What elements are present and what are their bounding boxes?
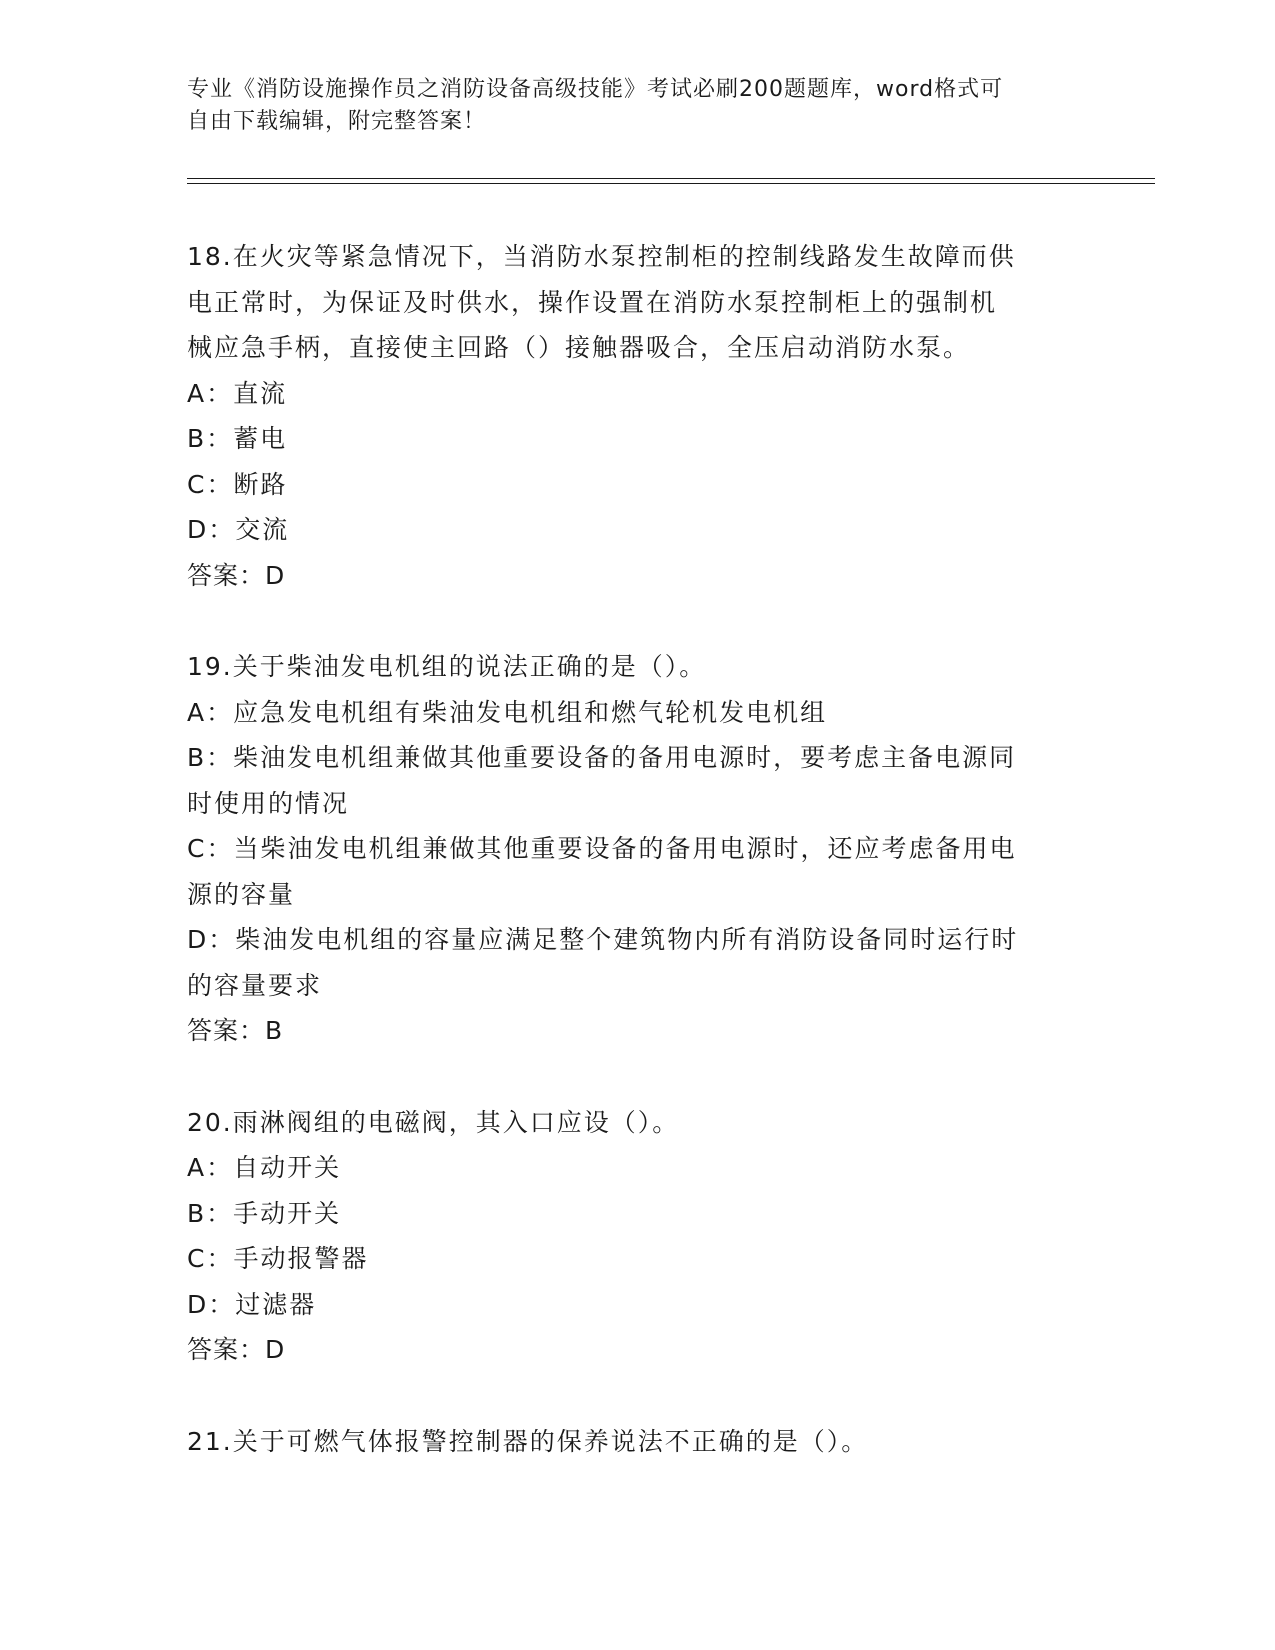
question-stem-line: 18.在火灾等紧急情况下，当消防水泵控制柜的控制线路发生故障而供 (187, 242, 1016, 271)
option-d: D：柴油发电机组的容量应满足整个建筑物内所有消防设备同时运行时 (187, 925, 1019, 954)
option-a: A：自动开关 (187, 1153, 342, 1182)
question-18 (187, 234, 1087, 598)
question-21 (187, 1419, 1087, 1465)
option-c: C：手动报警器 (187, 1244, 369, 1273)
answer-line: 答案：B (187, 1016, 284, 1045)
question-19 (187, 644, 1087, 1054)
option-c-continued: 源的容量 (187, 879, 296, 909)
option-b-continued: 时使用的情况 (187, 788, 350, 818)
question-stem-line: 20.雨淋阀组的电磁阀，其入口应设（）。 (187, 1107, 680, 1137)
question-stem-line: 械应急手柄，直接使主回路（）接触器吸合，全压启动消防水泵。 (187, 333, 971, 362)
option-c: C：断路 (187, 469, 288, 499)
option-d: D：交流 (187, 515, 290, 544)
document-header (187, 74, 1067, 138)
option-d-continued: 的容量要求 (187, 970, 323, 1000)
option-c: C：当柴油发电机组兼做其他重要设备的备用电源时，还应考虑备用电 (187, 834, 1017, 863)
header-line-1: 专业《消防设施操作员之消防设备高级技能》考试必刷200题题库，word格式可 (187, 77, 1004, 102)
question-20 (187, 1100, 1087, 1373)
option-b: B：柴油发电机组兼做其他重要设备的备用电源时，要考虑主备电源同 (187, 743, 1017, 772)
option-a: A：应急发电机组有柴油发电机组和燃气轮机发电机组 (187, 697, 828, 727)
option-b: B：蓄电 (187, 424, 288, 453)
question-stem-line: 21.关于可燃气体报警控制器的保养说法不正确的是（）。 (187, 1426, 869, 1456)
question-list (187, 234, 1087, 1510)
header-rule-bottom (187, 183, 1155, 184)
question-stem-line: 电正常时，为保证及时供水，操作设置在消防水泵控制柜上的强制机 (187, 287, 998, 317)
option-b: B：手动开关 (187, 1198, 342, 1228)
option-a: A：直流 (187, 378, 288, 408)
header-rule-top (187, 178, 1155, 179)
answer-line: 答案：D (187, 1335, 286, 1364)
option-d: D：过滤器 (187, 1289, 317, 1319)
header-line-2: 自由下载编辑，附完整答案！ (187, 109, 487, 134)
question-stem-line: 19.关于柴油发电机组的说法正确的是（）。 (187, 652, 707, 681)
answer-line: 答案：D (187, 560, 286, 590)
